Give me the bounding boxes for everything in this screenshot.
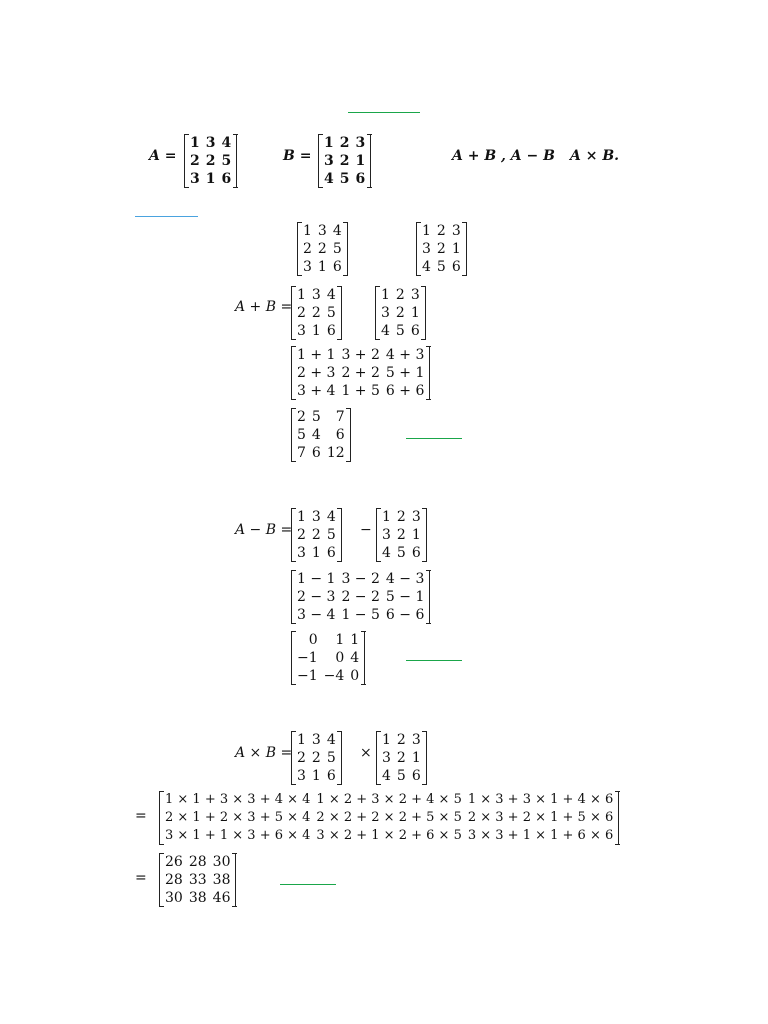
matrix-cell: −1	[297, 650, 318, 666]
matrix-cell: 3 × 2 + 1 × 2 + 6 × 5	[316, 828, 462, 843]
matrix-cell: 2	[339, 135, 350, 151]
matrix-cell: 1	[350, 632, 360, 648]
label-B: B =	[283, 148, 312, 164]
matrix-cell: 2 − 3	[297, 589, 336, 605]
matrix-cell: 1	[335, 632, 345, 648]
matrix-cell: 1	[297, 732, 306, 748]
matrix-cell: 0	[335, 650, 345, 666]
matrix-cell: 6	[221, 171, 232, 187]
matrix-cell: 6	[411, 768, 421, 784]
matrix-cell: 1	[311, 323, 321, 339]
matrix-cell: 1	[381, 287, 390, 303]
matrix-cell: 4	[422, 259, 431, 275]
matrix-cell: 4	[332, 223, 342, 239]
diff-matrix-B	[376, 508, 427, 562]
matrix-cell: 2 × 1 + 2 × 3 + 5 × 4	[165, 810, 311, 825]
matrix-cell: 3 − 2	[341, 571, 380, 587]
matrix-cell: 38	[212, 872, 231, 888]
matrix-cell: 4 − 3	[385, 571, 425, 587]
matrix-cell: 1	[411, 750, 421, 766]
sum-matrix-B	[375, 286, 426, 340]
matrix-cell: 2 − 2	[341, 589, 380, 605]
matrix-cell: 5	[311, 409, 321, 425]
matrix-cell: 2	[317, 241, 327, 257]
matrix-cell: 2 × 2 + 2 × 2 + 5 × 5	[316, 810, 462, 825]
matrix-cell: 6	[311, 445, 321, 461]
matrix-cell: 2	[311, 527, 321, 543]
matrix-cell: 3	[355, 135, 366, 151]
matrix-A	[184, 134, 237, 188]
matrix-cell: 3	[451, 223, 461, 239]
equals-sign-1: =	[135, 808, 147, 824]
matrix-cell: 28	[188, 854, 207, 870]
solution-matrix-A	[297, 222, 348, 276]
matrix-cell: 3	[317, 223, 327, 239]
matrix-cell: 5	[395, 323, 405, 339]
matrix-cell: 1	[382, 732, 391, 748]
matrix-cell: 2 + 3	[297, 365, 336, 381]
matrix-cell: 3	[311, 287, 321, 303]
sum-label: A + B =	[235, 299, 293, 315]
matrix-cell: 4	[326, 509, 336, 525]
matrix-cell: 3 + 2	[341, 347, 380, 363]
matrix-cell: 0	[308, 632, 318, 648]
matrix-cell: 5	[396, 545, 406, 561]
matrix-cell: 6	[326, 323, 336, 339]
equals-sign-2: =	[135, 870, 147, 886]
matrix-cell: 1 + 1	[297, 347, 336, 363]
matrix-cell: 1	[297, 287, 306, 303]
matrix-cell: 3	[381, 305, 390, 321]
diff-matrix-A	[291, 508, 342, 562]
matrix-cell: 4	[326, 732, 336, 748]
matrix-cell: 4	[221, 135, 232, 151]
matrix-cell: 5	[436, 259, 446, 275]
matrix-cell: 30	[212, 854, 231, 870]
matrix-cell: 6	[326, 768, 336, 784]
matrix-cell: 5	[396, 768, 406, 784]
diff-answer-underline	[406, 660, 462, 661]
matrix-cell: 1	[411, 527, 421, 543]
matrix-cell: 1 × 1 + 3 × 3 + 4 × 4	[165, 792, 311, 807]
sum-result-matrix	[291, 408, 351, 462]
matrix-cell: 2	[205, 153, 216, 169]
matrix-B	[318, 134, 371, 188]
matrix-cell: −4	[323, 668, 345, 684]
diff-expanded-matrix	[291, 570, 430, 624]
matrix-cell: 6 + 6	[385, 383, 425, 399]
matrix-cell: 2	[297, 750, 306, 766]
matrix-cell: 2	[436, 223, 446, 239]
matrix-cell: 30	[165, 890, 183, 906]
matrix-cell: 3 + 4	[297, 383, 336, 399]
matrix-cell: 1	[410, 305, 420, 321]
matrix-cell: 5 − 1	[385, 589, 425, 605]
matrix-cell: 1	[355, 153, 366, 169]
minus-sign: −	[360, 522, 372, 538]
matrix-cell: 1 × 3 + 3 × 1 + 4 × 6	[467, 792, 614, 807]
matrix-cell: 2	[303, 241, 312, 257]
matrix-cell: 5	[326, 305, 336, 321]
matrix-cell: 1	[311, 768, 321, 784]
matrix-cell: 5	[221, 153, 232, 169]
product-matrix-B	[376, 731, 427, 785]
matrix-cell: 3	[303, 259, 312, 275]
matrix-cell: 4	[350, 650, 360, 666]
matrix-cell: 4	[311, 427, 321, 443]
matrix-cell: 1	[205, 171, 216, 187]
matrix-cell: 1	[303, 223, 312, 239]
matrix-cell: 3	[422, 241, 431, 257]
matrix-cell: 6	[355, 171, 366, 187]
matrix-cell: 2 × 3 + 2 × 1 + 5 × 6	[467, 810, 614, 825]
times-text: A × B.	[570, 148, 620, 164]
matrix-cell: 7	[297, 445, 306, 461]
matrix-cell: 2	[190, 153, 200, 169]
matrix-cell: 6 − 6	[385, 607, 425, 623]
matrix-cell: 1 × 2 + 3 × 2 + 4 × 5	[316, 792, 462, 807]
matrix-cell: 2	[396, 509, 406, 525]
diff-label: A − B =	[235, 522, 293, 538]
matrix-cell: 3	[311, 732, 321, 748]
matrix-cell: 28	[165, 872, 183, 888]
matrix-cell: 3 × 3 + 1 × 1 + 6 × 6	[467, 828, 614, 843]
matrix-cell: 1	[451, 241, 461, 257]
matrix-cell: 2	[396, 527, 406, 543]
matrix-cell: 1	[324, 135, 334, 151]
product-answer-underline	[280, 884, 336, 885]
matrix-cell: 5	[297, 427, 306, 443]
times-sign: ×	[360, 745, 372, 761]
matrix-cell: 3	[382, 750, 391, 766]
matrix-cell: 5	[326, 527, 336, 543]
matrix-cell: 5	[339, 171, 350, 187]
matrix-cell: 2	[311, 305, 321, 321]
product-expanded-matrix	[159, 791, 619, 845]
matrix-cell: 2	[396, 732, 406, 748]
matrix-cell: 1	[382, 509, 391, 525]
matrix-cell: 6	[332, 259, 342, 275]
matrix-cell: 3	[411, 732, 421, 748]
matrix-cell: 3	[297, 768, 306, 784]
solution-underline	[135, 216, 198, 217]
matrix-cell: 3	[411, 509, 421, 525]
solution-matrix-B	[416, 222, 467, 276]
matrix-cell: −1	[297, 668, 318, 684]
matrix-cell: 7	[335, 409, 345, 425]
matrix-cell: 3	[205, 135, 216, 151]
matrix-cell: 1	[422, 223, 431, 239]
sum-expanded-matrix	[291, 346, 430, 400]
product-label: A × B =	[235, 745, 293, 761]
matrix-cell: 2	[395, 305, 405, 321]
matrix-cell: 2 + 2	[341, 365, 380, 381]
sum-answer-underline	[406, 438, 462, 439]
matrix-cell: 2	[297, 527, 306, 543]
matrix-cell: 3	[190, 171, 200, 187]
matrix-cell: 1	[317, 259, 327, 275]
matrix-cell: 5 + 1	[385, 365, 425, 381]
matrix-cell: 3	[324, 153, 334, 169]
matrix-cell: 1	[190, 135, 200, 151]
label-A: A =	[149, 148, 177, 164]
matrix-cell: 46	[212, 890, 231, 906]
matrix-cell: 1 + 5	[341, 383, 380, 399]
matrix-cell: 6	[451, 259, 461, 275]
matrix-cell: 5	[332, 241, 342, 257]
matrix-cell: 6	[411, 545, 421, 561]
matrix-cell: 2	[339, 153, 350, 169]
ops-text: A + B , A − B	[452, 148, 555, 164]
matrix-cell: 3	[382, 527, 391, 543]
matrix-cell: 4	[382, 768, 391, 784]
matrix-cell: 5	[326, 750, 336, 766]
matrix-cell: 33	[188, 872, 207, 888]
matrix-cell: 2	[297, 409, 306, 425]
matrix-cell: 3	[410, 287, 420, 303]
matrix-cell: 4	[382, 545, 391, 561]
matrix-cell: 0	[350, 668, 360, 684]
matrix-cell: 4 + 3	[385, 347, 425, 363]
matrix-cell: 2	[436, 241, 446, 257]
matrix-cell: 3	[297, 545, 306, 561]
matrix-cell: 4	[381, 323, 390, 339]
matrix-cell: 12	[326, 445, 345, 461]
matrix-cell: 3 × 1 + 1 × 3 + 6 × 4	[165, 828, 311, 843]
matrix-cell: 2	[297, 305, 306, 321]
product-matrix-A	[291, 731, 342, 785]
matrix-cell: 3 − 4	[297, 607, 336, 623]
matrix-cell: 1 − 5	[341, 607, 380, 623]
matrix-cell: 6	[410, 323, 420, 339]
sum-matrix-A	[291, 286, 342, 340]
matrix-cell: 1	[297, 509, 306, 525]
matrix-cell: 26	[165, 854, 183, 870]
diff-result-matrix	[291, 631, 365, 685]
matrix-cell: 3	[297, 323, 306, 339]
matrix-cell: 2	[396, 750, 406, 766]
matrix-cell: 3	[311, 509, 321, 525]
matrix-cell: 4	[324, 171, 334, 187]
matrix-cell: 38	[188, 890, 207, 906]
matrix-cell: 2	[395, 287, 405, 303]
matrix-cell: 6	[326, 545, 336, 561]
matrix-cell: 4	[326, 287, 336, 303]
matrix-cell: 2	[311, 750, 321, 766]
matrix-cell: 6	[335, 427, 345, 443]
product-result-matrix	[159, 853, 236, 907]
heading-underline	[348, 112, 420, 113]
matrix-cell: 1	[311, 545, 321, 561]
matrix-cell: 1 − 1	[297, 571, 336, 587]
